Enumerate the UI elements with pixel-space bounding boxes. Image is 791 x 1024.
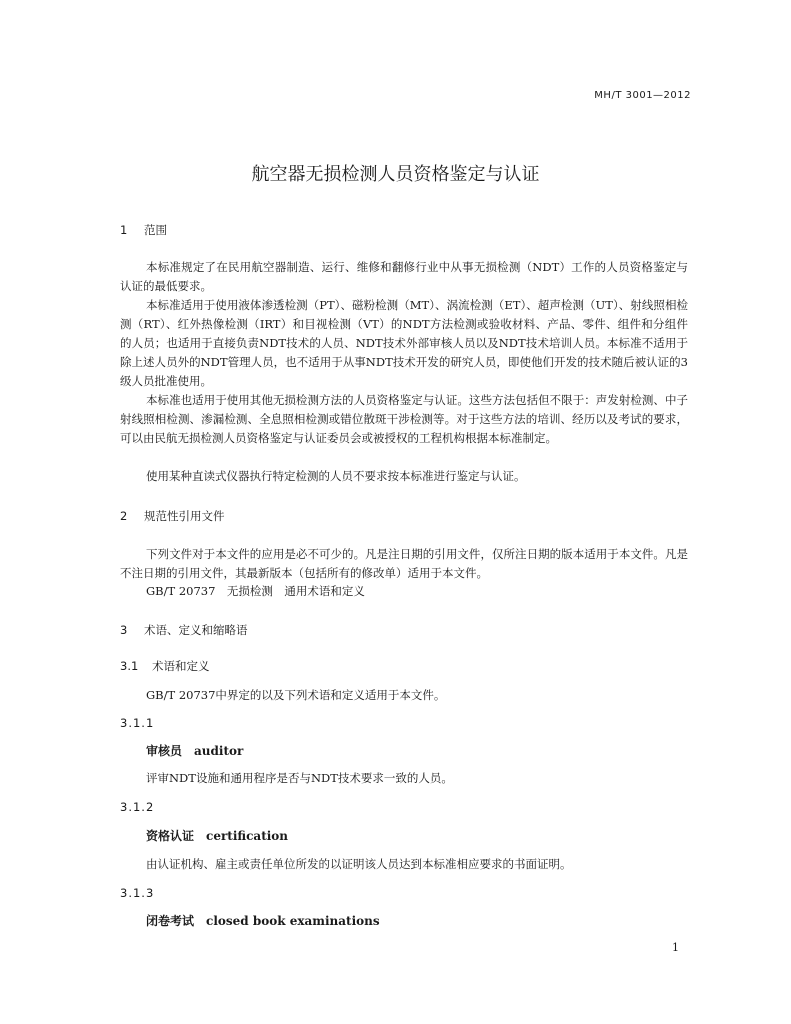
- term-en: closed book examinations: [206, 914, 380, 928]
- page-title: 航空器无损检测人员资格鉴定与认证: [251, 164, 540, 185]
- scope-paragraph: 本标准适用于使用液体渗透检测（PT）、磁粉检测（MT）、涡流检测（ET）、超声检测（UT）、射线照相检测（RT）、红外热像检测（IRT）和目视检测（VT）的NDT方法检测或验收材料、产品、零件、组件和分组件的人员；也适用于直接负责NDT技术的人员、NDT技术外部审核人员以及NDT技术培训人员。本标准不适用于除上述人员外的NDT管理人员，也不适用于从事NDT技术开发的研究人员，即使他们开发的技术随后被认证的3级人员批准使用。: [120, 298, 688, 388]
- term-definition: 由认证机构、雇主或责任单位所发的以证明该人员达到本标准相应要求的书面证明。: [146, 857, 572, 871]
- term-definition: 评审NDT设施和通用程序是否与NDT技术要求一致的人员。: [146, 771, 453, 785]
- term-heading: [146, 827, 288, 844]
- scope-paragraph: 本标准也适用于使用其他无损检测方法的人员资格鉴定与认证。这些方法包括但不限于：声发射检测、中子射线照相检测、渗漏检测、全息照相检测或错位散斑干涉检测等。对于这些方法的培训、经历以及考试的要求，可以由民航无损检测人员资格鉴定与认证委员会或被授权的工程机构根据本标准制定。: [120, 393, 688, 445]
- term-en: auditor: [194, 744, 244, 758]
- section-title: 术语、定义和缩略语: [144, 623, 248, 637]
- terms-intro: GB/T 20737中界定的以及下列术语和定义适用于本文件。: [146, 688, 446, 702]
- term-number: 3.1.1: [120, 716, 155, 730]
- section-number: 2: [120, 509, 128, 523]
- term-zh: 资格认证: [146, 829, 195, 843]
- scope-paragraph: 使用某种直读式仪器执行特定检测的人员不要求按本标准进行鉴定与认证。: [146, 469, 526, 483]
- section-title: 术语和定义: [152, 659, 210, 673]
- term-zh: 闭卷考试: [146, 914, 195, 928]
- term-number: 3.1.2: [120, 800, 155, 814]
- term-heading: [146, 742, 243, 759]
- section-number: 3.1: [120, 659, 139, 673]
- section-2-heading: [120, 508, 225, 524]
- section-title: 范围: [144, 223, 167, 237]
- section-3-heading: [120, 622, 248, 638]
- term-heading: [146, 912, 380, 929]
- section-number: 1: [120, 223, 128, 237]
- section-1-heading: [120, 222, 167, 238]
- term-number: 3.1.3: [120, 886, 155, 900]
- term-zh: 审核员: [146, 744, 183, 758]
- page-number: 1: [672, 941, 679, 954]
- standard-code: MH/T 3001—2012: [594, 90, 691, 101]
- section-title: 规范性引用文件: [144, 509, 225, 523]
- scope-paragraph: 本标准规定了在民用航空器制造、运行、维修和翻修行业中从事无损检测（NDT）工作的人员资格鉴定与认证的最低要求。: [120, 260, 688, 293]
- normative-paragraph: 下列文件对于本文件的应用是必不可少的。凡是注日期的引用文件，仅所注日期的版本适用于本文件。凡是不注日期的引用文件，其最新版本（包括所有的修改单）适用于本文件。: [120, 547, 688, 580]
- section-number: 3: [120, 623, 128, 637]
- normative-reference: GB/T 20737 无损检测 通用术语和定义: [146, 584, 365, 598]
- term-en: certification: [206, 829, 289, 843]
- section-3-1-heading: [120, 658, 210, 674]
